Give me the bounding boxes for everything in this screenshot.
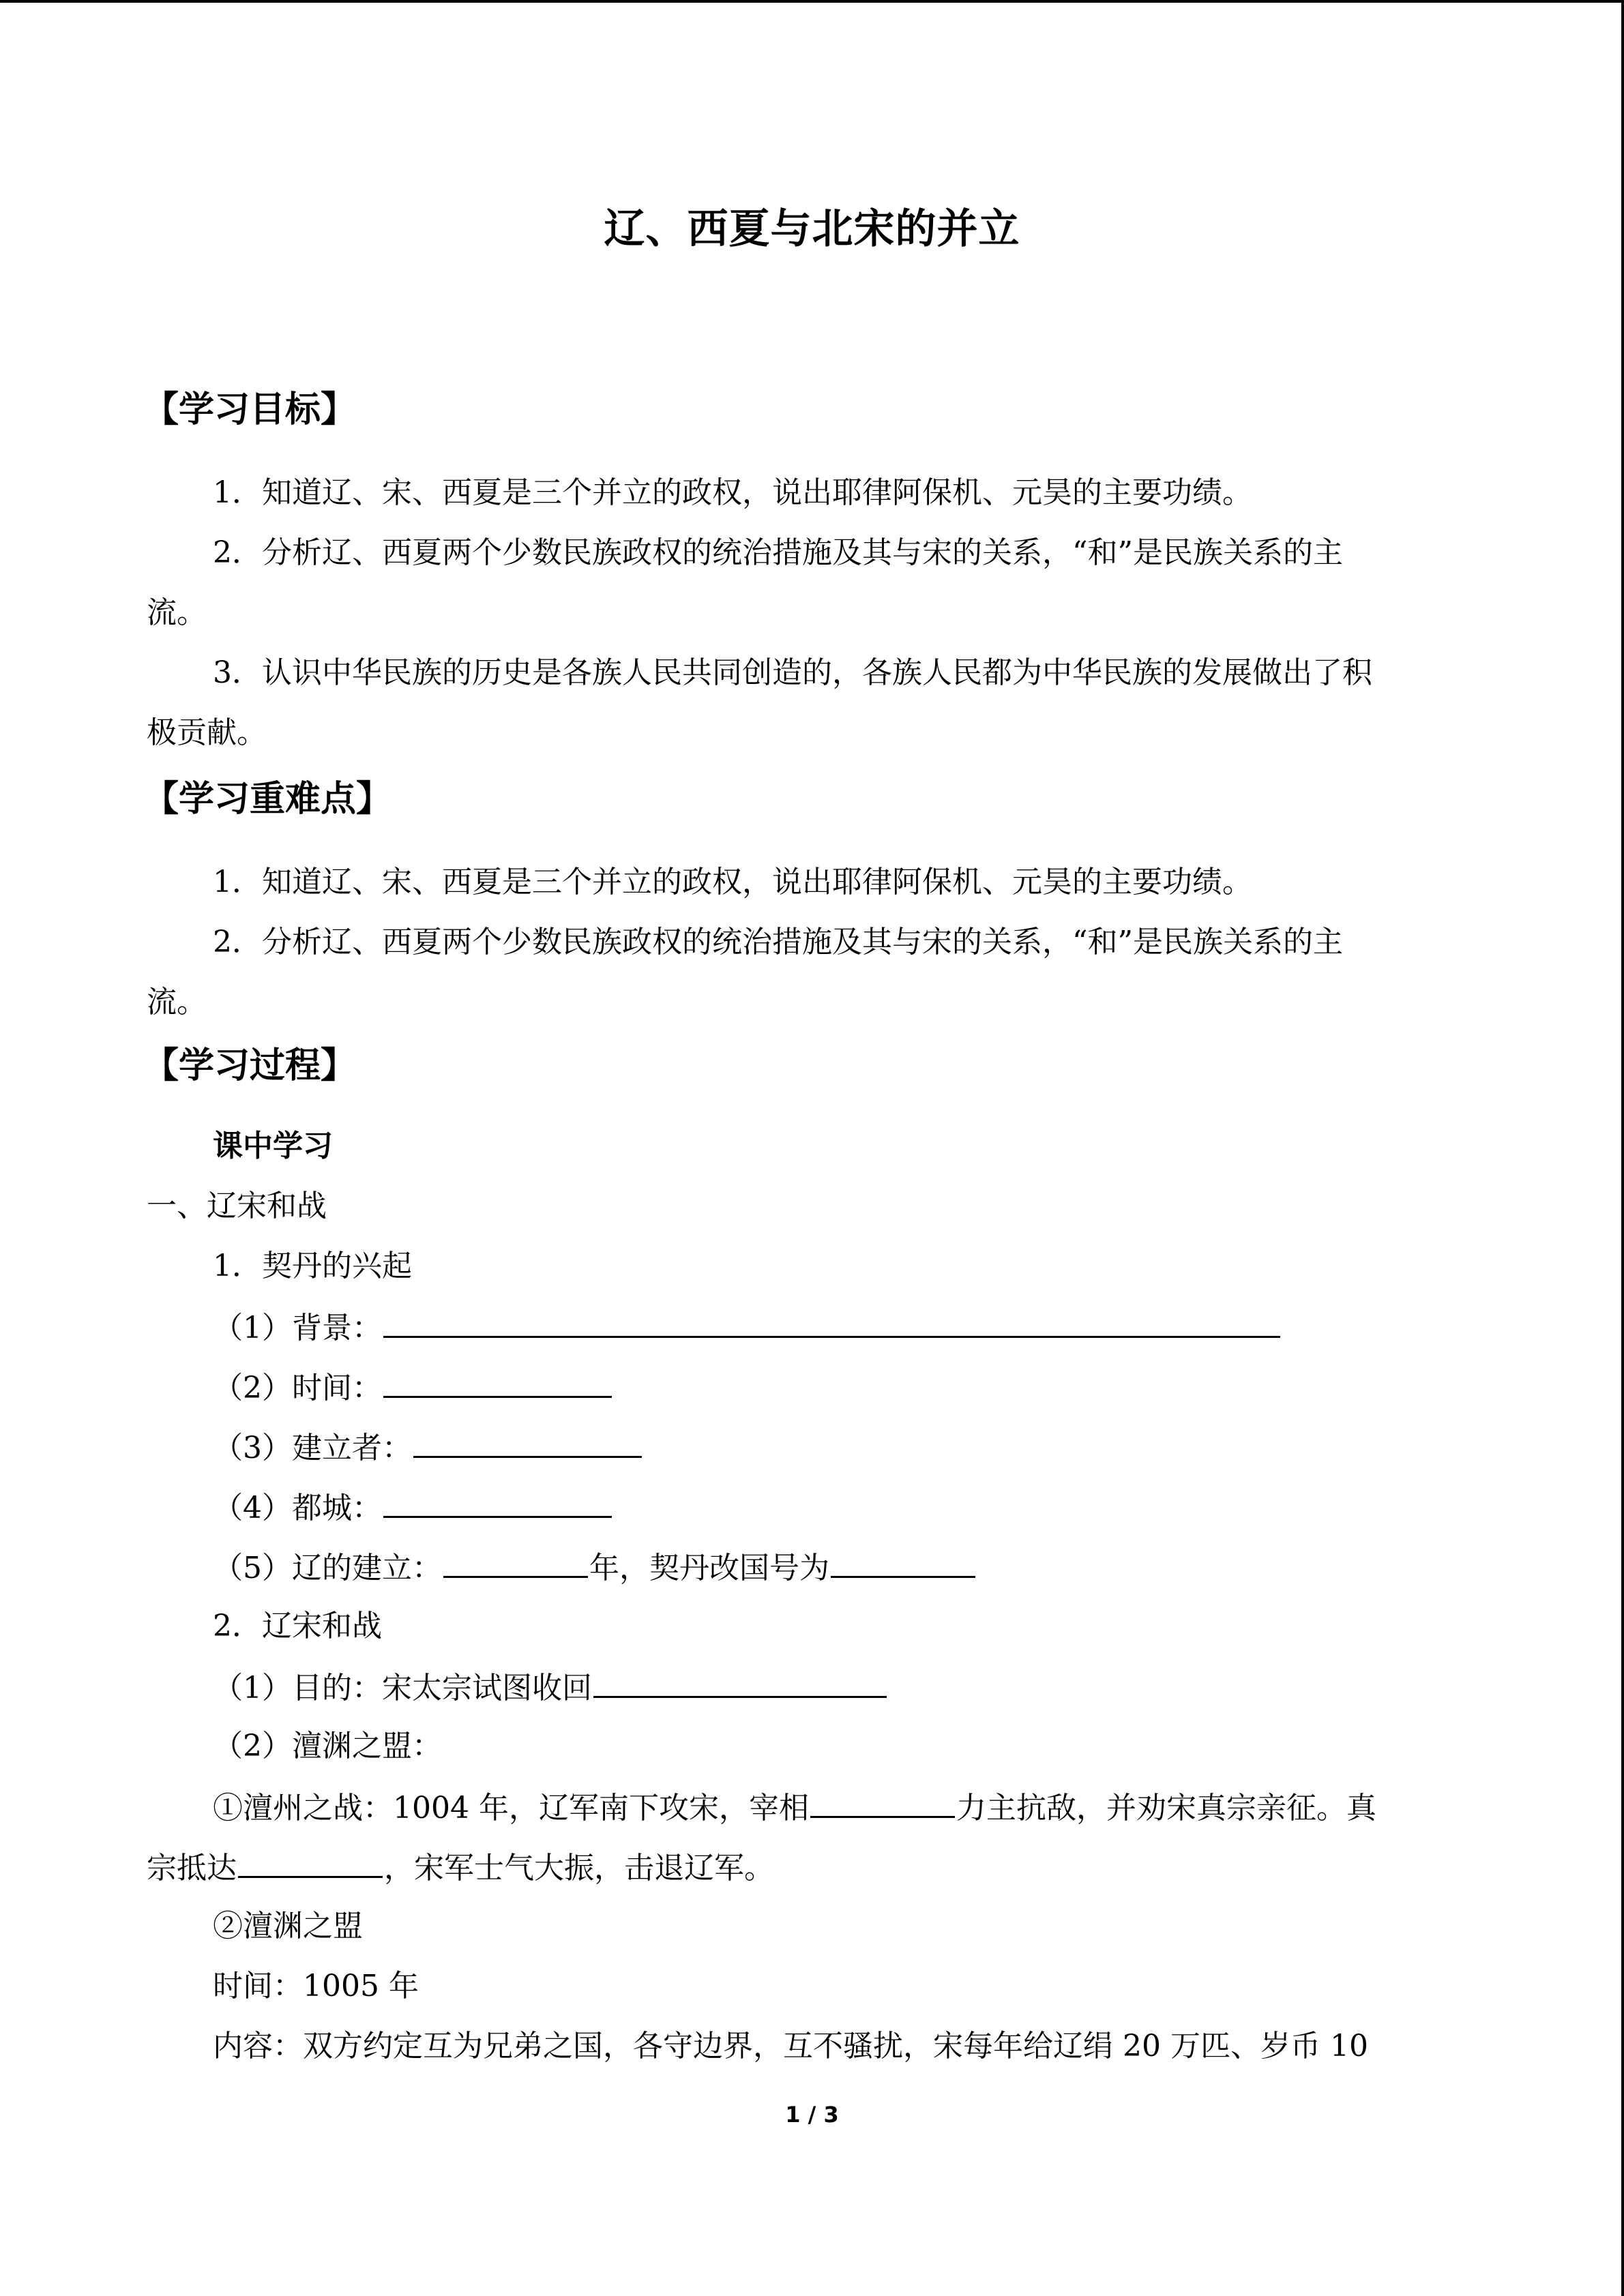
fill-establishment-mid: 年，契丹改国号为 bbox=[589, 1551, 829, 1585]
item-liao-song-war: 2．辽宋和战 bbox=[213, 1609, 382, 1643]
page-title: 辽、西夏与北宋的并立 bbox=[604, 205, 1020, 253]
fill-time-row bbox=[213, 1369, 613, 1407]
key-point-item-2-line-1: 2．分析辽、西夏两个少数民族政权的统治措施及其与宋的关系，“和”是民族关系的主 bbox=[213, 925, 1343, 959]
fill-capital-blank[interactable] bbox=[383, 1489, 612, 1518]
fill-founder-row bbox=[213, 1429, 643, 1467]
section-heading-key-points: 【学习重难点】 bbox=[143, 779, 392, 820]
fill-establishment-row bbox=[213, 1549, 977, 1587]
fill-background-row bbox=[213, 1309, 1282, 1347]
objective-item-2-line-2: 流。 bbox=[147, 595, 207, 630]
item-treaty-title: ②澶渊之盟 bbox=[213, 1909, 363, 1943]
fill-establishment-year-blank[interactable] bbox=[443, 1549, 588, 1578]
fill-battle-row-2 bbox=[147, 1849, 774, 1887]
item-chanyuan-treaty: （2）澶渊之盟： bbox=[213, 1729, 442, 1763]
fill-battle-text-2: 力主抗敌，并劝宋真宗亲征。真 bbox=[956, 1791, 1376, 1825]
objective-item-3-line-1: 3．认识中华民族的历史是各族人民共同创造的，各族人民都为中华民族的发展做出了积 bbox=[213, 655, 1372, 690]
page-number: 1 / 3 bbox=[785, 2102, 839, 2128]
fill-purpose-label: （1）目的：宋太宗试图收回 bbox=[213, 1671, 592, 1705]
key-point-item-1: 1．知道辽、宋、西夏是三个并立的政权，说出耶律阿保机、元昊的主要功绩。 bbox=[213, 865, 1252, 899]
fill-battle-text-1: ①澶州之战：1004 年，辽军南下攻宋，宰相 bbox=[213, 1791, 809, 1825]
fill-capital-label: （4）都城： bbox=[213, 1491, 382, 1525]
page-border-right bbox=[1621, 0, 1624, 2296]
objective-item-3-line-2: 极贡献。 bbox=[147, 715, 267, 750]
section-heading-process: 【学习过程】 bbox=[143, 1045, 357, 1086]
fill-capital-row bbox=[213, 1489, 613, 1527]
key-point-item-2-line-2: 流。 bbox=[147, 985, 207, 1019]
fill-establishment-name-blank[interactable] bbox=[831, 1549, 975, 1578]
page-border-top bbox=[0, 0, 1624, 3]
objective-item-1: 1．知道辽、宋、西夏是三个并立的政权，说出耶律阿保机、元昊的主要功绩。 bbox=[213, 475, 1252, 510]
fill-battle-place-blank[interactable] bbox=[238, 1849, 383, 1878]
fill-purpose-row bbox=[213, 1669, 888, 1707]
part-heading-liao-song: 一、辽宋和战 bbox=[147, 1189, 327, 1223]
item-treaty-time: 时间：1005 年 bbox=[213, 1969, 419, 2003]
objective-item-2-line-1: 2．分析辽、西夏两个少数民族政权的统治措施及其与宋的关系，“和”是民族关系的主 bbox=[213, 535, 1343, 570]
item-khitan-rise: 1．契丹的兴起 bbox=[213, 1249, 412, 1283]
fill-battle-text-4: ，宋军士气大振，击退辽军。 bbox=[384, 1851, 774, 1885]
fill-establishment-label: （5）辽的建立： bbox=[213, 1551, 442, 1585]
fill-battle-row-1 bbox=[213, 1789, 1376, 1827]
fill-battle-text-3: 宗抵达 bbox=[147, 1851, 237, 1885]
fill-purpose-blank[interactable] bbox=[593, 1669, 887, 1698]
subheading-in-class: 课中学习 bbox=[213, 1129, 333, 1163]
item-treaty-content: 内容：双方约定互为兄弟之国，各守边界，互不骚扰，宋每年给辽绢 20 万匹、岁币 10 bbox=[213, 2029, 1368, 2063]
fill-founder-label: （3）建立者： bbox=[213, 1431, 412, 1465]
fill-time-blank[interactable] bbox=[383, 1369, 612, 1398]
section-heading-objectives: 【学习目标】 bbox=[143, 389, 357, 430]
fill-time-label: （2）时间： bbox=[213, 1371, 382, 1405]
fill-founder-blank[interactable] bbox=[413, 1429, 642, 1458]
fill-background-label: （1）背景： bbox=[213, 1311, 382, 1345]
fill-battle-minister-blank[interactable] bbox=[810, 1789, 955, 1818]
fill-background-blank[interactable] bbox=[383, 1309, 1280, 1338]
